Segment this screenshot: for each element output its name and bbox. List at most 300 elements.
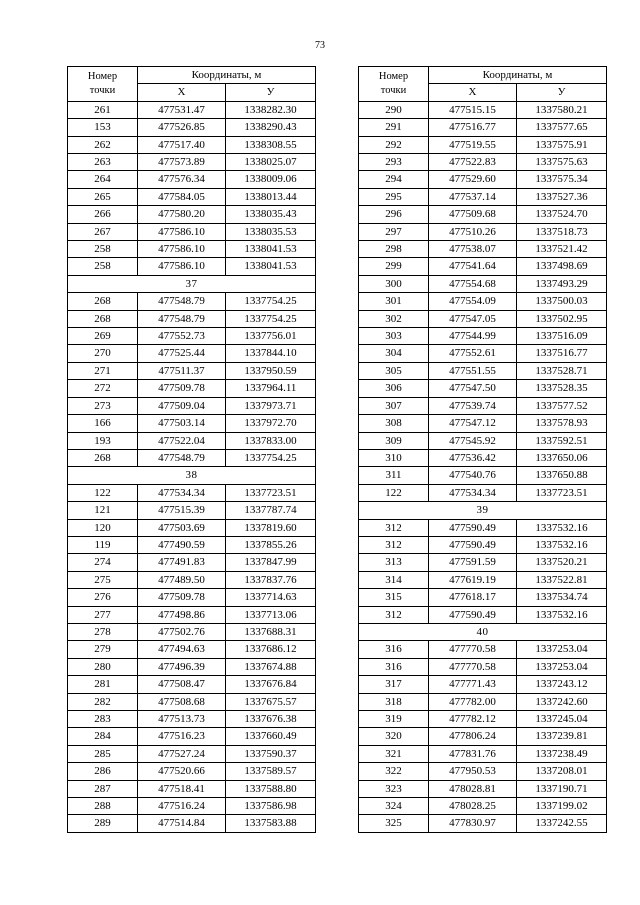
y-coordinate-cell: 1337674.88 — [226, 658, 316, 675]
y-coordinate-cell: 1337844.10 — [226, 345, 316, 362]
y-coordinate-cell: 1338290.43 — [226, 119, 316, 136]
point-number-cell: 270 — [68, 345, 138, 362]
x-coordinate-cell: 477591.59 — [429, 554, 517, 571]
x-coordinate-cell: 477950.53 — [429, 763, 517, 780]
point-number-cell: 319 — [359, 711, 429, 728]
x-coordinate-cell: 477586.10 — [138, 241, 226, 258]
x-coordinate-cell: 477548.79 — [138, 293, 226, 310]
point-number-cell: 316 — [359, 658, 429, 675]
x-coordinate-cell: 477580.20 — [138, 206, 226, 223]
y-coordinate-cell: 1337520.21 — [517, 554, 607, 571]
table-row — [68, 728, 316, 745]
table-row — [359, 728, 607, 745]
table-row — [68, 380, 316, 397]
x-coordinate-cell: 477618.17 — [429, 589, 517, 606]
point-number-cell: 119 — [68, 536, 138, 553]
table-row — [68, 223, 316, 240]
table-row — [68, 676, 316, 693]
table-row — [359, 484, 607, 501]
point-number-cell: 298 — [359, 241, 429, 258]
x-coordinate-cell: 477509.68 — [429, 206, 517, 223]
point-number-cell: 272 — [68, 380, 138, 397]
point-number-cell: 304 — [359, 345, 429, 362]
y-coordinate-cell: 1337532.16 — [517, 519, 607, 536]
x-coordinate-cell: 477547.50 — [429, 380, 517, 397]
x-coordinate-cell: 477548.79 — [138, 449, 226, 466]
y-coordinate-cell: 1338025.07 — [226, 154, 316, 171]
x-coordinate-cell: 477547.12 — [429, 415, 517, 432]
table-row — [359, 571, 607, 588]
point-number-cell: 122 — [68, 484, 138, 501]
point-number-cell: 279 — [68, 641, 138, 658]
x-coordinate-cell: 477770.58 — [429, 641, 517, 658]
table-row — [359, 432, 607, 449]
point-number-cell: 283 — [68, 711, 138, 728]
group-header-row — [359, 502, 607, 519]
y-column-header: У — [226, 84, 316, 101]
point-number-cell: 266 — [68, 206, 138, 223]
y-coordinate-cell: 1337245.04 — [517, 711, 607, 728]
x-coordinate-cell: 477526.85 — [138, 119, 226, 136]
x-coordinate-cell: 477551.55 — [429, 362, 517, 379]
y-coordinate-cell: 1337787.74 — [226, 502, 316, 519]
y-coordinate-cell: 1337577.65 — [517, 119, 607, 136]
table-row — [68, 693, 316, 710]
y-coordinate-cell: 1337575.34 — [517, 171, 607, 188]
point-number-cell: 121 — [68, 502, 138, 519]
point-number-cell: 324 — [359, 798, 429, 815]
group-header-row — [359, 623, 607, 640]
table-row — [68, 241, 316, 258]
table-row — [359, 397, 607, 414]
y-coordinate-cell: 1337950.59 — [226, 362, 316, 379]
point-number-cell: 297 — [359, 223, 429, 240]
point-number-cell: 306 — [359, 380, 429, 397]
y-coordinate-cell: 1337754.25 — [226, 449, 316, 466]
x-coordinate-cell: 477534.34 — [138, 484, 226, 501]
point-number-cell: 282 — [68, 693, 138, 710]
table-row — [359, 415, 607, 432]
x-coordinate-cell: 477782.12 — [429, 711, 517, 728]
table-row — [359, 658, 607, 675]
x-coordinate-cell: 477491.83 — [138, 554, 226, 571]
y-coordinate-cell: 1337516.77 — [517, 345, 607, 362]
y-coordinate-cell: 1337208.01 — [517, 763, 607, 780]
y-coordinate-cell: 1337676.38 — [226, 711, 316, 728]
point-number-cell: 281 — [68, 676, 138, 693]
x-coordinate-cell: 477490.59 — [138, 536, 226, 553]
point-number-cell: 295 — [359, 188, 429, 205]
point-number-cell: 325 — [359, 815, 429, 832]
point-number-cell: 268 — [68, 449, 138, 466]
coordinates-header: Координаты, м — [138, 67, 316, 84]
y-coordinate-cell: 1337521.42 — [517, 241, 607, 258]
x-coordinate-cell: 477541.64 — [429, 258, 517, 275]
table-row — [68, 519, 316, 536]
y-coordinate-cell: 1338041.53 — [226, 258, 316, 275]
x-coordinate-cell: 477586.10 — [138, 258, 226, 275]
table-row — [68, 658, 316, 675]
table-row — [68, 415, 316, 432]
point-number-cell: 287 — [68, 780, 138, 797]
x-column-header: X — [429, 84, 517, 101]
y-coordinate-cell: 1337528.71 — [517, 362, 607, 379]
y-coordinate-cell: 1337242.60 — [517, 693, 607, 710]
table-row — [359, 780, 607, 797]
table-row — [68, 815, 316, 832]
point-number-cell: 315 — [359, 589, 429, 606]
point-number-cell: 305 — [359, 362, 429, 379]
x-coordinate-cell: 477539.74 — [429, 397, 517, 414]
point-number-cell: 311 — [359, 467, 429, 484]
point-number-header-line2: точки — [89, 84, 116, 96]
table-row — [359, 641, 607, 658]
point-number-cell: 321 — [359, 745, 429, 762]
table-row — [359, 519, 607, 536]
y-coordinate-cell: 1338041.53 — [226, 241, 316, 258]
point-number-cell: 261 — [68, 101, 138, 118]
point-number-cell: 308 — [359, 415, 429, 432]
page-number: 73 — [315, 40, 325, 51]
table-row — [68, 745, 316, 762]
point-number-cell: 277 — [68, 606, 138, 623]
point-number-cell: 269 — [68, 328, 138, 345]
table-row — [68, 554, 316, 571]
y-coordinate-cell: 1337756.01 — [226, 328, 316, 345]
table-row — [359, 693, 607, 710]
point-number-cell: 264 — [68, 171, 138, 188]
x-coordinate-cell: 477509.04 — [138, 397, 226, 414]
y-coordinate-cell: 1337518.73 — [517, 223, 607, 240]
point-number-cell: 276 — [68, 589, 138, 606]
x-coordinate-cell: 477494.63 — [138, 641, 226, 658]
x-coordinate-cell: 477489.50 — [138, 571, 226, 588]
y-coordinate-cell: 1337528.35 — [517, 380, 607, 397]
y-coordinate-cell: 1337973.71 — [226, 397, 316, 414]
x-coordinate-cell: 477831.76 — [429, 745, 517, 762]
coordinates-header: Координаты, м — [429, 67, 607, 84]
y-coordinate-cell: 1338009.06 — [226, 171, 316, 188]
y-coordinate-cell: 1337833.00 — [226, 432, 316, 449]
x-coordinate-cell: 477536.42 — [429, 449, 517, 466]
table-row — [68, 397, 316, 414]
y-coordinate-cell: 1337675.57 — [226, 693, 316, 710]
table-row — [359, 223, 607, 240]
y-coordinate-cell: 1337972.70 — [226, 415, 316, 432]
point-number-cell: 310 — [359, 449, 429, 466]
table-row — [359, 188, 607, 205]
y-coordinate-cell: 1337522.81 — [517, 571, 607, 588]
point-number-cell: 296 — [359, 206, 429, 223]
point-number-cell: 302 — [359, 310, 429, 327]
point-number-cell: 273 — [68, 397, 138, 414]
y-coordinate-cell: 1337588.80 — [226, 780, 316, 797]
table-row — [359, 380, 607, 397]
x-coordinate-cell: 477518.41 — [138, 780, 226, 797]
y-coordinate-cell: 1337577.52 — [517, 397, 607, 414]
x-coordinate-cell: 477515.15 — [429, 101, 517, 118]
x-coordinate-cell: 477548.79 — [138, 310, 226, 327]
table-row — [359, 293, 607, 310]
y-coordinate-cell: 1338282.30 — [226, 101, 316, 118]
point-number-cell: 275 — [68, 571, 138, 588]
y-coordinate-cell: 1337239.81 — [517, 728, 607, 745]
point-number-cell: 153 — [68, 119, 138, 136]
table-row — [68, 763, 316, 780]
table-row — [68, 536, 316, 553]
y-coordinate-cell: 1337660.49 — [226, 728, 316, 745]
table-row — [359, 745, 607, 762]
y-coordinate-cell: 1337578.93 — [517, 415, 607, 432]
table-row — [68, 362, 316, 379]
point-number-cell: 120 — [68, 519, 138, 536]
point-number-cell: 292 — [359, 136, 429, 153]
y-coordinate-cell: 1337534.74 — [517, 589, 607, 606]
x-coordinate-cell: 478028.25 — [429, 798, 517, 815]
table-row — [359, 119, 607, 136]
y-coordinate-cell: 1337650.06 — [517, 449, 607, 466]
y-coordinate-cell: 1337964.11 — [226, 380, 316, 397]
table-row — [68, 798, 316, 815]
x-coordinate-cell: 477552.73 — [138, 328, 226, 345]
point-number-header-line1: Номер — [378, 70, 409, 82]
x-coordinate-cell: 477531.47 — [138, 101, 226, 118]
y-coordinate-cell: 1337754.25 — [226, 310, 316, 327]
point-number-cell: 316 — [359, 641, 429, 658]
x-coordinate-cell: 477771.43 — [429, 676, 517, 693]
group-header-row — [68, 275, 316, 292]
point-number-cell: 285 — [68, 745, 138, 762]
point-number-cell: 322 — [359, 763, 429, 780]
coordinates-table-left — [67, 66, 316, 833]
y-coordinate-cell: 1338308.55 — [226, 136, 316, 153]
y-coordinate-cell: 1337199.02 — [517, 798, 607, 815]
table-row — [68, 571, 316, 588]
x-coordinate-cell: 477503.14 — [138, 415, 226, 432]
point-number-cell: 268 — [68, 293, 138, 310]
x-coordinate-cell: 477770.58 — [429, 658, 517, 675]
point-number-cell: 317 — [359, 676, 429, 693]
table-row — [68, 432, 316, 449]
table-row — [359, 101, 607, 118]
x-coordinate-cell: 477540.76 — [429, 467, 517, 484]
x-coordinate-cell: 477547.05 — [429, 310, 517, 327]
table-row — [359, 241, 607, 258]
x-coordinate-cell: 477516.77 — [429, 119, 517, 136]
point-number-cell: 291 — [359, 119, 429, 136]
x-column-header: X — [138, 84, 226, 101]
x-coordinate-cell: 477498.86 — [138, 606, 226, 623]
point-number-cell: 286 — [68, 763, 138, 780]
x-coordinate-cell: 477520.66 — [138, 763, 226, 780]
point-number-cell: 309 — [359, 432, 429, 449]
table-row — [359, 310, 607, 327]
group-number: 38 — [68, 467, 316, 484]
y-coordinate-cell: 1337532.16 — [517, 536, 607, 553]
table-row — [359, 275, 607, 292]
point-number-header-line2: точки — [380, 84, 407, 96]
x-coordinate-cell: 477516.24 — [138, 798, 226, 815]
point-number-header-line1: Номер — [87, 70, 118, 82]
y-coordinate-cell: 1337714.63 — [226, 589, 316, 606]
table-row — [359, 798, 607, 815]
y-coordinate-cell: 1337586.98 — [226, 798, 316, 815]
x-coordinate-cell: 477538.07 — [429, 241, 517, 258]
point-number-cell: 312 — [359, 519, 429, 536]
table-row — [68, 206, 316, 223]
point-number-cell: 288 — [68, 798, 138, 815]
table-row — [359, 554, 607, 571]
y-coordinate-cell: 1338035.43 — [226, 206, 316, 223]
x-coordinate-cell: 477510.26 — [429, 223, 517, 240]
y-coordinate-cell: 1337238.49 — [517, 745, 607, 762]
x-coordinate-cell: 477576.34 — [138, 171, 226, 188]
x-coordinate-cell: 477537.14 — [429, 188, 517, 205]
point-number-cell: 274 — [68, 554, 138, 571]
x-coordinate-cell: 477527.24 — [138, 745, 226, 762]
x-coordinate-cell: 477584.05 — [138, 188, 226, 205]
x-coordinate-cell: 477503.69 — [138, 519, 226, 536]
point-number-cell: 312 — [359, 606, 429, 623]
y-coordinate-cell: 1337253.04 — [517, 658, 607, 675]
group-header-row — [68, 467, 316, 484]
point-number-cell: 193 — [68, 432, 138, 449]
x-coordinate-cell: 477514.84 — [138, 815, 226, 832]
point-number-cell: 267 — [68, 223, 138, 240]
table-row — [68, 623, 316, 640]
table-row — [68, 606, 316, 623]
coordinates-body-left — [68, 101, 316, 832]
x-coordinate-cell: 477586.10 — [138, 223, 226, 240]
table-row — [68, 641, 316, 658]
y-coordinate-cell: 1337242.55 — [517, 815, 607, 832]
y-coordinate-cell: 1337676.84 — [226, 676, 316, 693]
x-coordinate-cell: 477519.55 — [429, 136, 517, 153]
x-coordinate-cell: 477513.73 — [138, 711, 226, 728]
y-column-header: У — [517, 84, 607, 101]
y-coordinate-cell: 1337502.95 — [517, 310, 607, 327]
x-coordinate-cell: 477552.61 — [429, 345, 517, 362]
x-coordinate-cell: 477502.76 — [138, 623, 226, 640]
x-coordinate-cell: 477511.37 — [138, 362, 226, 379]
x-coordinate-cell: 477522.04 — [138, 432, 226, 449]
table-row — [68, 780, 316, 797]
x-coordinate-cell: 477806.24 — [429, 728, 517, 745]
point-number-cell: 278 — [68, 623, 138, 640]
point-number-cell: 313 — [359, 554, 429, 571]
point-number-cell: 265 — [68, 188, 138, 205]
x-coordinate-cell: 477509.78 — [138, 589, 226, 606]
table-row — [359, 711, 607, 728]
y-coordinate-cell: 1337855.26 — [226, 536, 316, 553]
x-coordinate-cell: 477554.68 — [429, 275, 517, 292]
table-row — [68, 101, 316, 118]
point-number-cell: 280 — [68, 658, 138, 675]
x-coordinate-cell: 477515.39 — [138, 502, 226, 519]
coordinates-table-right — [358, 66, 607, 833]
point-number-cell: 307 — [359, 397, 429, 414]
table-row — [359, 206, 607, 223]
point-number-cell: 263 — [68, 154, 138, 171]
y-coordinate-cell: 1337493.29 — [517, 275, 607, 292]
table-row — [359, 154, 607, 171]
x-coordinate-cell: 477619.19 — [429, 571, 517, 588]
table-row — [68, 711, 316, 728]
table-row — [359, 449, 607, 466]
table-row — [359, 763, 607, 780]
point-number-cell: 300 — [359, 275, 429, 292]
y-coordinate-cell: 1337500.03 — [517, 293, 607, 310]
x-coordinate-cell: 477544.99 — [429, 328, 517, 345]
point-number-cell: 166 — [68, 415, 138, 432]
point-number-cell: 258 — [68, 241, 138, 258]
y-coordinate-cell: 1337580.21 — [517, 101, 607, 118]
point-number-cell: 294 — [359, 171, 429, 188]
point-number-cell: 271 — [68, 362, 138, 379]
y-coordinate-cell: 1337723.51 — [517, 484, 607, 501]
y-coordinate-cell: 1337754.25 — [226, 293, 316, 310]
group-number: 39 — [359, 502, 607, 519]
table-row — [68, 345, 316, 362]
point-number-cell: 122 — [359, 484, 429, 501]
x-coordinate-cell: 477830.97 — [429, 815, 517, 832]
point-number-cell: 284 — [68, 728, 138, 745]
x-coordinate-cell: 477508.47 — [138, 676, 226, 693]
point-number-cell: 299 — [359, 258, 429, 275]
point-number-cell: 290 — [359, 101, 429, 118]
x-coordinate-cell: 477517.40 — [138, 136, 226, 153]
y-coordinate-cell: 1337589.57 — [226, 763, 316, 780]
table-row — [68, 154, 316, 171]
table-row — [359, 536, 607, 553]
y-coordinate-cell: 1337713.06 — [226, 606, 316, 623]
table-row — [68, 484, 316, 501]
x-coordinate-cell: 477534.34 — [429, 484, 517, 501]
coordinates-body-right — [359, 101, 607, 832]
point-number-cell: 289 — [68, 815, 138, 832]
table-row — [359, 328, 607, 345]
y-coordinate-cell: 1337498.69 — [517, 258, 607, 275]
table-row — [359, 589, 607, 606]
x-coordinate-cell: 477509.78 — [138, 380, 226, 397]
y-coordinate-cell: 1337592.51 — [517, 432, 607, 449]
table-row — [359, 171, 607, 188]
x-coordinate-cell: 477525.44 — [138, 345, 226, 362]
point-number-cell: 318 — [359, 693, 429, 710]
point-number-header — [359, 67, 429, 102]
x-coordinate-cell: 477590.49 — [429, 536, 517, 553]
table-row — [68, 119, 316, 136]
x-coordinate-cell: 477496.39 — [138, 658, 226, 675]
table-row — [359, 606, 607, 623]
point-number-cell: 262 — [68, 136, 138, 153]
point-number-cell: 268 — [68, 310, 138, 327]
table-row — [68, 136, 316, 153]
y-coordinate-cell: 1338013.44 — [226, 188, 316, 205]
table-row — [68, 449, 316, 466]
point-number-cell: 301 — [359, 293, 429, 310]
table-row — [68, 171, 316, 188]
table-row — [68, 258, 316, 275]
table-row — [68, 188, 316, 205]
y-coordinate-cell: 1337688.31 — [226, 623, 316, 640]
table-row — [68, 293, 316, 310]
y-coordinate-cell: 1337590.37 — [226, 745, 316, 762]
x-coordinate-cell: 478028.81 — [429, 780, 517, 797]
point-number-header — [68, 67, 138, 102]
y-coordinate-cell: 1337243.12 — [517, 676, 607, 693]
x-coordinate-cell: 477545.92 — [429, 432, 517, 449]
